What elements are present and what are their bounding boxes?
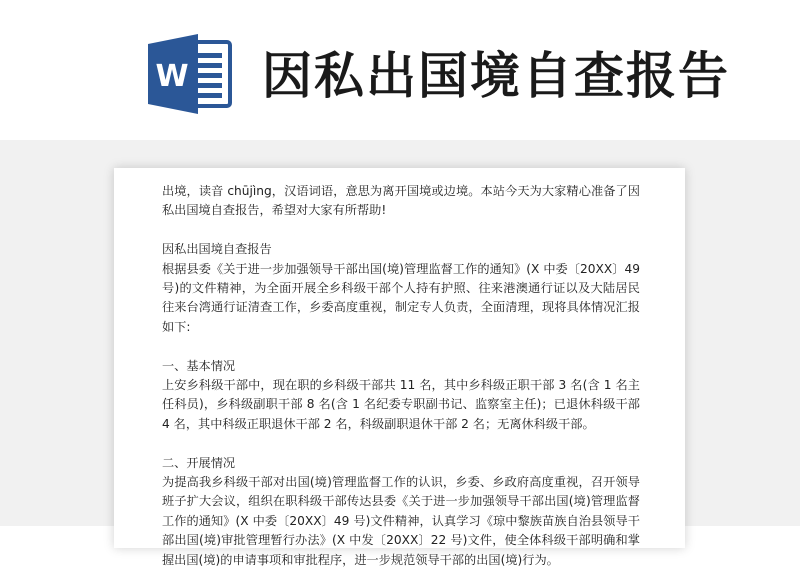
section-2-body: 为提高我乡科级干部对出国(境)管理监督工作的认识，乡委、乡政府高度重视，召开领导班子扩大会议，组织在职科级干部传达县委《关于进一步加强领导干部出国(境)管理监督工作的通知》(X 中委〔20XX〕49 号)文件精神，认真学习《琼中黎族苗族自治县领导干部出国(境)审批管理暂行办法》(X 中发〔20XX〕22 号)文件，使全体科级干部明确和掌握出国(境)的申请事项和审批程序，进一步规范领导干部的出国(境)行为。 [162,475,640,567]
body-paragraph-1: 根据县委《关于进一步加强领导干部出国(境)管理监督工作的通知》(X 中委〔20XX〕49 号)的文件精神，为全面开展全乡科级干部个人持有护照、往来港澳通行证以及大陆居民往来台湾通行证清查工作，乡委高度重视，制定专人负责，全面清理，现将具体情况汇报如下: [162,261,640,334]
intro-paragraph: 出境，读音 chūjìng，汉语词语，意思为离开国境或边境。本站今天为大家精心准备了因私出国境自查报告，希望对大家有所帮助! [162,184,640,218]
paragraph-spacer [162,434,640,453]
section-1-title: 一、基本情况 [162,358,236,373]
page-title: 因私出国境自查报告 [262,47,730,105]
paragraph-spacer [162,337,640,356]
word-icon [146,34,234,114]
section-2-title: 二、开展情况 [162,455,236,470]
document-heading: 因私出国境自查报告 [162,242,272,257]
section-1-body: 上安乡科级干部中，现在职的乡科级干部共 11 名，其中乡科级正职干部 3 名(含 1 名主任科员)，乡科级副职干部 8 名(含 1 名纪委专职副书记、监察室主任)；已退休科级干部 4 名，其中科级正职退休干部 2 名，科级副职退休干部 2 名；无离休科级干部。 [162,378,640,431]
document-page [114,168,685,567]
document-body [162,182,640,570]
word-icon-letter: W [155,59,189,94]
paragraph-spacer [162,221,640,240]
header-banner [0,0,800,140]
